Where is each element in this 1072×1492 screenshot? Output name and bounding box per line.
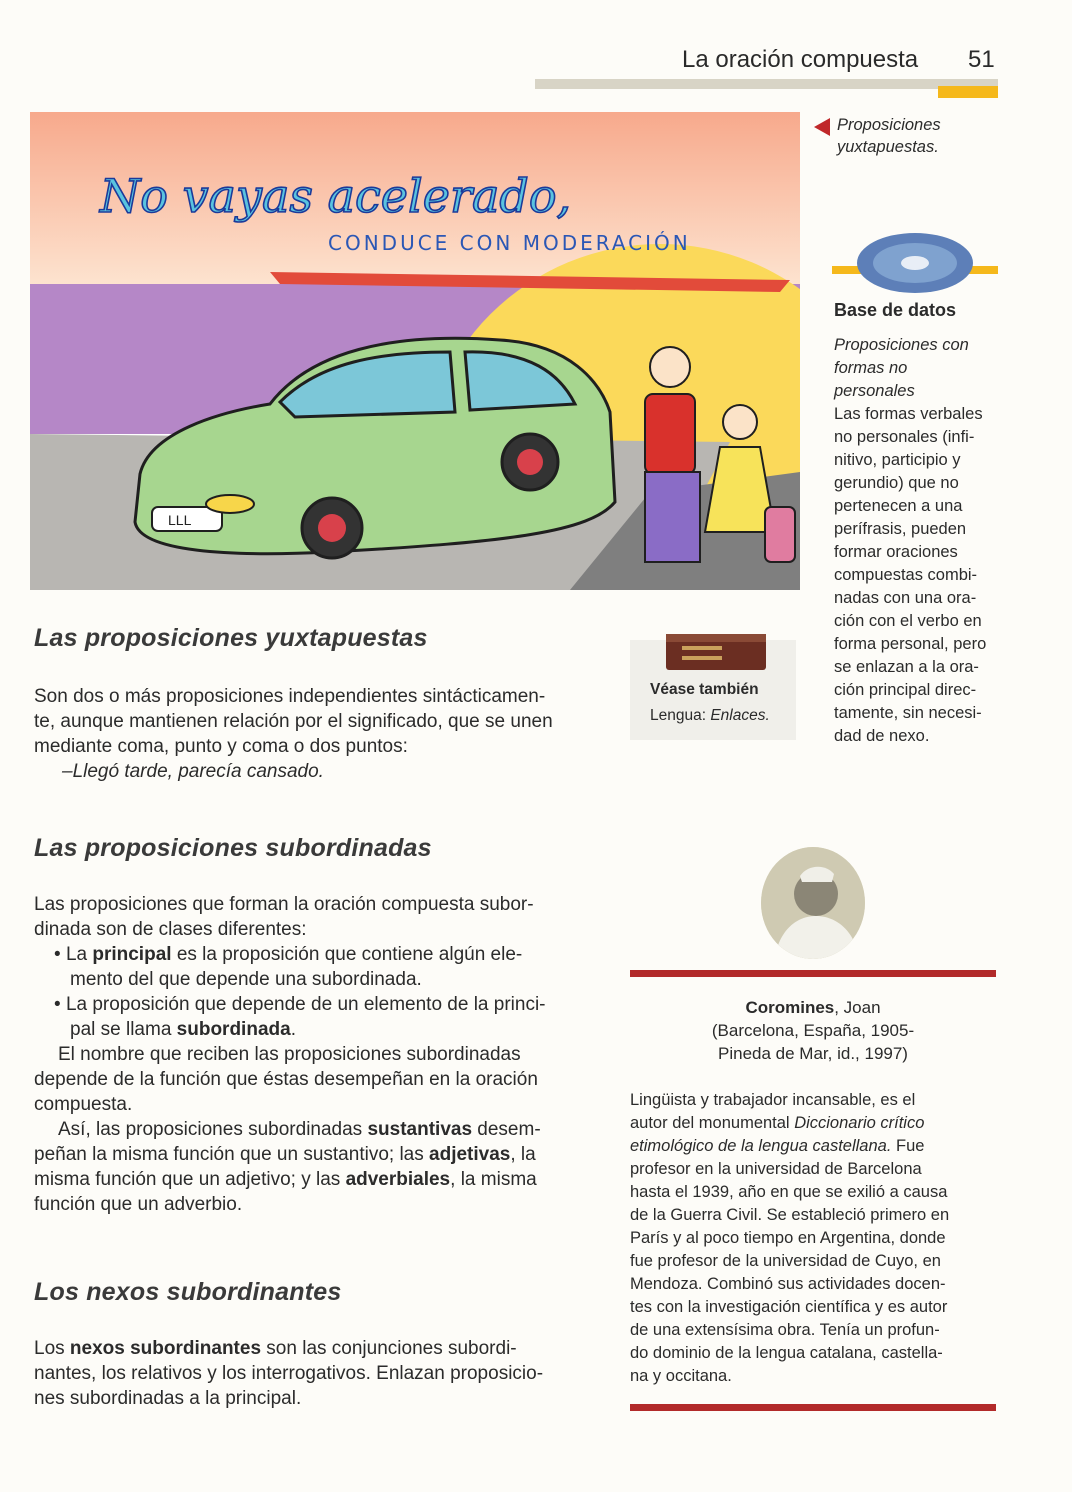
see-also-link[interactable]: Enlaces. xyxy=(710,707,770,724)
bio-text-line: autor del monumental Diccionario crítico xyxy=(630,1114,925,1132)
database-subtitle-line: Proposiciones con xyxy=(834,336,969,354)
bio-text-line: na y occitana. xyxy=(630,1367,732,1385)
database-text-line: formar oraciones xyxy=(834,543,958,561)
illustration-headline: No vayas acelerado, xyxy=(100,169,572,223)
section-title-yuxtapuestas: Las proposiciones yuxtapuestas xyxy=(34,624,428,652)
section-title-nexos: Los nexos subordinantes xyxy=(34,1278,342,1306)
database-text-line: pertenecen a una xyxy=(834,497,963,515)
example-sentence: –Llegó tarde, parecía cansado. xyxy=(62,761,324,782)
database-text-line: gerundio) que no xyxy=(834,474,959,492)
paragraph-line: peñan la misma función que un sustantivo; las adjetivas, la xyxy=(34,1144,536,1165)
see-also-title: Véase también xyxy=(650,681,759,698)
caption-line-2: yuxtapuestas. xyxy=(837,138,939,156)
database-text-line: no personales (infi- xyxy=(834,428,975,446)
database-title: Base de datos xyxy=(834,300,957,320)
bio-bottom-rule xyxy=(630,1404,996,1411)
database-text-line: nitivo, participio y xyxy=(834,451,961,469)
database-text-line: ción principal direc- xyxy=(834,681,977,699)
illustration-subline: CONDUCE CON MODERACIÓN xyxy=(328,231,691,255)
section-title-subordinadas: Las proposiciones subordinadas xyxy=(34,834,432,862)
see-also-prefix: Lengua: xyxy=(650,707,711,724)
paragraph-line: dinada son de clases diferentes: xyxy=(34,919,307,940)
bio-text-line: etimológico de la lengua castellana. Fue xyxy=(630,1137,925,1155)
bio-text-line: hasta el 1939, año en que se exilió a causa xyxy=(630,1183,948,1201)
bio-dates-line: (Barcelona, España, 1905- xyxy=(711,1021,915,1040)
paragraph-line: misma función que un adjetivo; y las adverbiales, la misma xyxy=(34,1169,537,1190)
paragraph-line: compuesta. xyxy=(34,1094,133,1115)
paragraph-line: depende de la función que éstas desempeñan en la oración xyxy=(34,1069,538,1090)
database-text-line: se enlazan a la ora- xyxy=(834,658,979,676)
caption-pointer-icon xyxy=(814,118,828,132)
paragraph-line: mediante coma, punto y coma o dos puntos: xyxy=(34,736,408,757)
bullet-item-continuation: mento del que depende una subordinada. xyxy=(70,969,422,990)
paragraph-line: El nombre que reciben las proposiciones subordinadas xyxy=(58,1044,521,1065)
paragraph-line: función que un adverbio. xyxy=(34,1194,243,1215)
caption-line-1: Proposiciones xyxy=(837,116,941,134)
portrait-photo xyxy=(760,846,866,960)
paragraph-line: Los nexos subordinantes son las conjunciones subordi- xyxy=(34,1338,517,1359)
database-subtitle-line: personales xyxy=(834,382,915,400)
bullet-item-principal: • La principal es la proposición que contiene algún ele- xyxy=(54,944,523,965)
bio-text-line: Mendoza. Combinó sus actividades docen- xyxy=(630,1275,946,1293)
bio-text-line: tes con la investigación científica y es autor xyxy=(630,1298,948,1316)
bio-text-line: fue profesor de la universidad de Cuyo, en xyxy=(630,1252,941,1270)
bio-text-line: de una extensísima obra. Tenía un profun- xyxy=(630,1321,940,1339)
bio-top-rule xyxy=(630,970,996,977)
page-number: 51 xyxy=(968,46,995,73)
header-rule xyxy=(535,79,998,89)
bullet-item-subordinada: • La proposición que depende de un elemento de la princi- xyxy=(54,994,546,1015)
bio-text-line: de la Guerra Civil. Se estableció primero en xyxy=(630,1206,950,1224)
bio-text-line: do dominio de la lengua catalana, castella- xyxy=(630,1344,943,1362)
cd-disc-icon xyxy=(856,232,974,294)
book-icon xyxy=(662,628,770,676)
database-text-line: ción con el verbo en xyxy=(834,612,982,630)
paragraph-line: Son dos o más proposiciones independientes sintácticamen- xyxy=(34,686,546,707)
header-rule-accent xyxy=(938,86,998,98)
running-header-title: La oración compuesta xyxy=(682,46,919,73)
bio-text-line: profesor en la universidad de Barcelona xyxy=(630,1160,922,1178)
database-text-line: perífrasis, pueden xyxy=(834,520,967,538)
paragraph-line: Las proposiciones que forman la oración compuesta subor- xyxy=(34,894,534,915)
database-text-line: forma personal, pero xyxy=(834,635,987,653)
bullet-item-continuation: pal se llama subordinada. xyxy=(70,1019,296,1040)
bio-text-line: Lingüista y trabajador incansable, es el xyxy=(630,1091,916,1109)
paragraph-line: nantes, los relativos y los interrogativos. Enlazan proposicio- xyxy=(34,1363,544,1384)
database-text-line: dad de nexo. xyxy=(834,727,930,745)
bio-name: Coromines, Joan xyxy=(745,998,881,1017)
paragraph-line: te, aunque mantienen relación por el significado, que se unen xyxy=(34,711,553,732)
database-text-line: Las formas verbales xyxy=(834,405,983,423)
database-text-line: tamente, sin necesi- xyxy=(834,704,982,722)
bio-text-line: París y al poco tiempo en Argentina, donde xyxy=(630,1229,946,1247)
road-safety-illustration xyxy=(30,112,800,590)
database-text-line: compuestas combi- xyxy=(834,566,978,584)
database-subtitle-line: formas no xyxy=(834,359,908,377)
database-text-line: nadas con una ora- xyxy=(834,589,977,607)
bio-dates-line: Pineda de Mar, id., 1997) xyxy=(718,1044,908,1063)
paragraph-line: Así, las proposiciones subordinadas sustantivas desem- xyxy=(58,1119,541,1140)
license-plate: LLL xyxy=(168,512,192,528)
paragraph-line: nes subordinadas a la principal. xyxy=(34,1388,302,1409)
